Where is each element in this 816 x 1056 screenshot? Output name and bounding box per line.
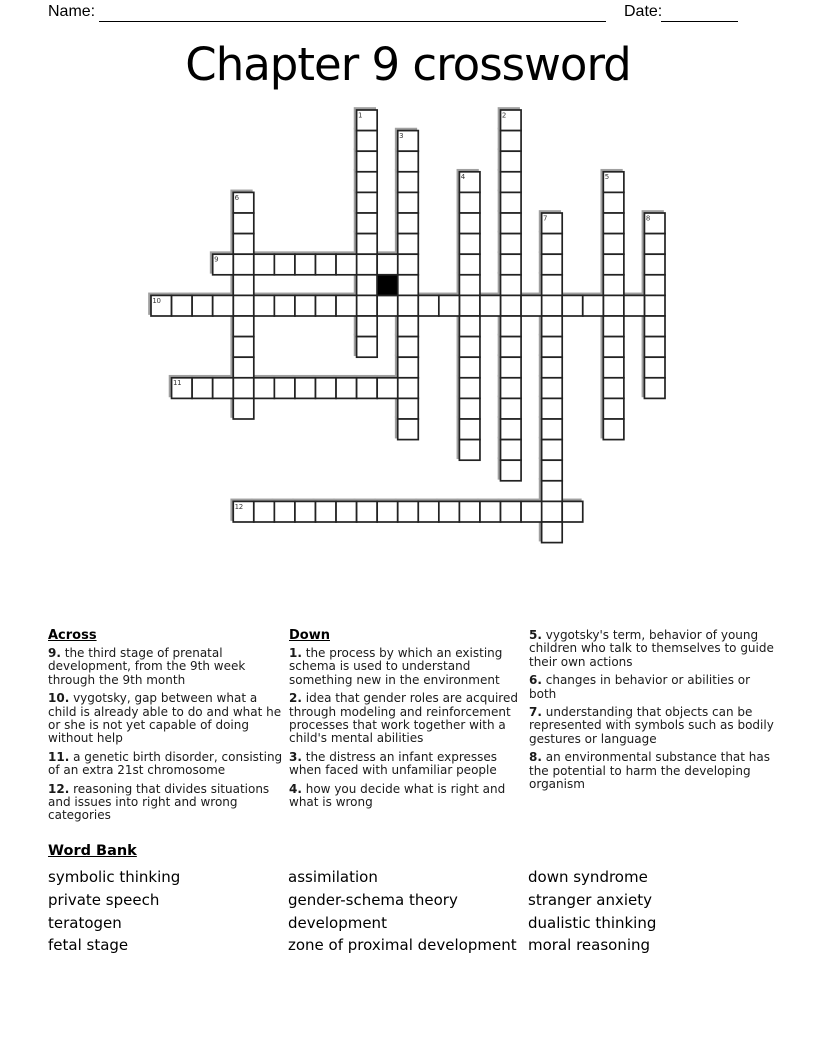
grid-cell[interactable]: [542, 398, 563, 419]
grid-cell[interactable]: [398, 357, 419, 378]
grid-cell[interactable]: [357, 172, 378, 193]
grid-cell[interactable]: [233, 213, 254, 234]
grid-cell[interactable]: [315, 378, 336, 399]
across-clue-list: [48, 647, 288, 823]
grid-cell[interactable]: [542, 440, 563, 461]
grid-cell[interactable]: [603, 337, 624, 358]
grid-cell[interactable]: [624, 295, 645, 316]
grid-cell[interactable]: [398, 316, 419, 337]
grid-cell[interactable]: [644, 295, 665, 316]
grid-cell[interactable]: [398, 254, 419, 275]
grid-cell[interactable]: [398, 275, 419, 296]
grid-cell[interactable]: [501, 378, 522, 399]
grid-cell[interactable]: [603, 398, 624, 419]
grid-cell[interactable]: [172, 295, 193, 316]
clue-8: 8. an environmental substance that has the potential to harm the developing organism: [529, 750, 771, 792]
grid-cell[interactable]: [501, 131, 522, 152]
grid-cell[interactable]: [336, 501, 357, 522]
grid-cell[interactable]: [542, 481, 563, 502]
down-clues-column-1: [289, 629, 529, 814]
grid-cell[interactable]: [398, 192, 419, 213]
grid-cell[interactable]: [459, 398, 480, 419]
date-label: Date:: [624, 3, 663, 20]
grid-cell[interactable]: [459, 337, 480, 358]
grid-cell[interactable]: [439, 295, 460, 316]
grid-cell[interactable]: [357, 131, 378, 152]
grid-cell[interactable]: [603, 234, 624, 255]
word-bank-item: teratogen: [48, 913, 122, 932]
grid-cell[interactable]: [542, 419, 563, 440]
grid-cell[interactable]: [315, 295, 336, 316]
grid-number: 12: [234, 502, 243, 511]
grid-cell[interactable]: [233, 337, 254, 358]
grid-cell[interactable]: [583, 295, 604, 316]
grid-cell[interactable]: [501, 254, 522, 275]
word-bank-item: down syndrome: [528, 868, 648, 886]
grid-cell[interactable]: [480, 501, 501, 522]
across-header: Across: [48, 628, 97, 643]
grid-cell[interactable]: [603, 316, 624, 337]
grid-cell[interactable]: [274, 295, 295, 316]
grid-cell[interactable]: [336, 378, 357, 399]
grid-cell[interactable]: [542, 295, 563, 316]
word-bank-item: private speech: [48, 890, 160, 909]
grid-cell[interactable]: [501, 440, 522, 461]
word-bank-item: symbolic thinking: [48, 868, 181, 886]
grid-cell[interactable]: [542, 234, 563, 255]
grid-black-cell: [377, 275, 398, 296]
grid-cell[interactable]: [501, 460, 522, 481]
grid-cell[interactable]: [357, 378, 378, 399]
word-bank-column-3: [528, 866, 656, 957]
grid-cell[interactable]: [603, 295, 624, 316]
word-bank-item: moral reasoning: [528, 936, 651, 955]
grid-cell[interactable]: [295, 501, 316, 522]
grid-cell[interactable]: [233, 378, 254, 399]
grid-cell[interactable]: [480, 295, 501, 316]
clue-12: 12. reasoning that divides situations and issues into right and wrong categories: [48, 781, 270, 823]
grid-cell[interactable]: [254, 254, 275, 275]
grid-cell[interactable]: [357, 501, 378, 522]
word-bank-item: gender-schema theory: [288, 890, 458, 909]
word-bank-item: dualistic thinking: [528, 913, 657, 932]
grid-cell[interactable]: [274, 378, 295, 399]
grid-cell[interactable]: [336, 295, 357, 316]
grid-cell[interactable]: [644, 275, 665, 296]
grid-cell[interactable]: [233, 357, 254, 378]
grid-cell[interactable]: [501, 501, 522, 522]
name-label: Name:: [48, 3, 96, 20]
grid-cell[interactable]: [357, 234, 378, 255]
grid-cell[interactable]: [459, 213, 480, 234]
grid-cell[interactable]: [418, 295, 439, 316]
grid-cell[interactable]: [542, 501, 563, 522]
grid-cell[interactable]: [357, 316, 378, 337]
grid-cell[interactable]: [603, 357, 624, 378]
word-bank-item: assimilation: [288, 868, 378, 886]
grid-cell[interactable]: [542, 522, 563, 543]
grid-cell[interactable]: [398, 378, 419, 399]
clue-1: 1. the process by which an existing schema is used to understand something new in the environment: [289, 646, 503, 687]
grid-cell[interactable]: [603, 192, 624, 213]
grid-cell[interactable]: [542, 460, 563, 481]
grid-cell[interactable]: [377, 378, 398, 399]
crossword-grid[interactable]: [149, 108, 667, 545]
grid-cell[interactable]: [233, 254, 254, 275]
grid-cell[interactable]: [603, 419, 624, 440]
grid-cell[interactable]: [398, 337, 419, 358]
clue-7: 7. understanding that objects can be represented with symbols such as bodily gestures or language: [529, 705, 774, 746]
grid-cell[interactable]: [644, 316, 665, 337]
grid-cell[interactable]: [398, 501, 419, 522]
word-bank-item: development: [288, 913, 387, 932]
grid-number: 11: [172, 379, 182, 388]
crossword-grid-svg: [149, 108, 667, 545]
grid-cell[interactable]: [603, 254, 624, 275]
grid-number: 3: [399, 131, 404, 140]
grid-cell[interactable]: [315, 254, 336, 275]
grid-cell[interactable]: [603, 213, 624, 234]
grid-cell[interactable]: [213, 378, 234, 399]
clue-11: 11. a genetic birth disorder, consisting of an extra 21st chromosome: [48, 749, 283, 778]
grid-cell[interactable]: [501, 316, 522, 337]
grid-cell[interactable]: [542, 357, 563, 378]
grid-cell[interactable]: [233, 316, 254, 337]
clue-6: 6. changes in behavior or abilities or both: [529, 673, 751, 701]
clue-10: 10. vygotsky, gap between what a child is already able to do and what he or she is not yet capable of doing without help: [48, 691, 282, 746]
grid-cell[interactable]: [459, 419, 480, 440]
grid-number: 6: [234, 193, 239, 202]
grid-cell[interactable]: [501, 172, 522, 193]
across-clues-column: [48, 629, 288, 828]
down-clue-list-1: [289, 647, 529, 809]
grid-cell[interactable]: [501, 357, 522, 378]
down-header: Down: [289, 628, 330, 643]
grid-cell[interactable]: [398, 398, 419, 419]
grid-number: 5: [604, 173, 609, 182]
grid-cell[interactable]: [644, 357, 665, 378]
grid-cell[interactable]: [501, 275, 522, 296]
grid-cell[interactable]: [357, 192, 378, 213]
grid-number: 1: [358, 111, 363, 120]
clue-2: 2. idea that gender roles are acquired through modeling and reinforcement processes that work together with a child's mental abilities: [289, 691, 518, 746]
grid-cell[interactable]: [418, 501, 439, 522]
word-bank-column-2: [288, 866, 517, 957]
grid-number: 10: [152, 296, 161, 305]
grid-cell[interactable]: [644, 337, 665, 358]
grid-cell[interactable]: [315, 501, 336, 522]
grid-cell[interactable]: [357, 275, 378, 296]
grid-cell[interactable]: [233, 275, 254, 296]
grid-cell[interactable]: [521, 295, 542, 316]
date-input-line[interactable]: [661, 4, 738, 22]
word-bank-column-1: [48, 866, 180, 957]
down-clue-list-2: [529, 629, 775, 791]
grid-cell[interactable]: [459, 316, 480, 337]
grid-cell[interactable]: [295, 295, 316, 316]
grid-cell[interactable]: [254, 378, 275, 399]
grid-cell[interactable]: [542, 316, 563, 337]
clue-9: 9. the third stage of prenatal development, from the 9th week through the 9th month: [48, 646, 246, 687]
grid-number: 4: [460, 173, 465, 182]
grid-cell[interactable]: [357, 213, 378, 234]
grid-cell[interactable]: [542, 337, 563, 358]
grid-cell[interactable]: [459, 501, 480, 522]
grid-cell[interactable]: [398, 213, 419, 234]
grid-cell[interactable]: [459, 295, 480, 316]
grid-cell[interactable]: [192, 378, 213, 399]
grid-cell[interactable]: [562, 295, 583, 316]
grid-cell[interactable]: [459, 275, 480, 296]
word-bank-item: zone of proximal development: [288, 936, 517, 955]
grid-cell[interactable]: [398, 151, 419, 172]
grid-cell[interactable]: [459, 440, 480, 461]
grid-cell[interactable]: [501, 234, 522, 255]
grid-cell[interactable]: [459, 234, 480, 255]
grid-cell[interactable]: [521, 501, 542, 522]
grid-cell[interactable]: [501, 151, 522, 172]
grid-cell[interactable]: [377, 295, 398, 316]
grid-cell[interactable]: [459, 378, 480, 399]
grid-cell[interactable]: [192, 295, 213, 316]
grid-cell[interactable]: [603, 378, 624, 399]
grid-cell[interactable]: [377, 254, 398, 275]
grid-cell[interactable]: [254, 295, 275, 316]
grid-cell[interactable]: [562, 501, 583, 522]
grid-number: 9: [214, 255, 219, 264]
grid-cell[interactable]: [501, 295, 522, 316]
grid-cell[interactable]: [644, 234, 665, 255]
clue-5: 5. vygotsky's term, behavior of young children who talk to themselves to guide their own actions: [529, 628, 774, 669]
grid-cell[interactable]: [603, 275, 624, 296]
grid-cell[interactable]: [274, 501, 295, 522]
grid-cell[interactable]: [213, 295, 234, 316]
name-input-line[interactable]: [99, 4, 606, 22]
grid-cell[interactable]: [398, 172, 419, 193]
grid-cell[interactable]: [357, 337, 378, 358]
clue-4: 4. how you decide what is right and what is wrong: [289, 781, 506, 810]
grid-cell[interactable]: [357, 151, 378, 172]
grid-cell[interactable]: [233, 295, 254, 316]
grid-cell[interactable]: [644, 254, 665, 275]
page-title: Chapter 9 crossword: [185, 38, 631, 91]
grid-number: 8: [645, 214, 650, 223]
grid-cell[interactable]: [501, 337, 522, 358]
word-bank-item: fetal stage: [48, 936, 129, 955]
grid-cell[interactable]: [542, 378, 563, 399]
grid-cell[interactable]: [398, 295, 419, 316]
grid-cell[interactable]: [357, 254, 378, 275]
grid-cell[interactable]: [295, 254, 316, 275]
grid-cell[interactable]: [542, 275, 563, 296]
grid-cell[interactable]: [644, 378, 665, 399]
grid-cell[interactable]: [459, 192, 480, 213]
word-bank-header: Word Bank: [48, 843, 137, 859]
grid-cell[interactable]: [439, 501, 460, 522]
grid-cell[interactable]: [501, 419, 522, 440]
word-bank-item: stranger anxiety: [528, 890, 652, 909]
grid-cell[interactable]: [398, 234, 419, 255]
grid-cell[interactable]: [398, 419, 419, 440]
grid-number: 2: [501, 111, 507, 120]
grid-cell[interactable]: [501, 213, 522, 234]
grid-cell[interactable]: [357, 295, 378, 316]
grid-cell[interactable]: [459, 254, 480, 275]
grid-cell[interactable]: [233, 234, 254, 255]
down-clues-column-2: [529, 629, 775, 796]
grid-cell[interactable]: [542, 254, 563, 275]
grid-number: 7: [543, 214, 548, 223]
grid-cell[interactable]: [233, 398, 254, 419]
clue-3: 3. the distress an infant expresses when faced with unfamiliar people: [289, 749, 498, 778]
grid-cell[interactable]: [501, 398, 522, 419]
grid-cell[interactable]: [377, 501, 398, 522]
grid-cell[interactable]: [254, 501, 275, 522]
grid-cell[interactable]: [459, 357, 480, 378]
grid-cell[interactable]: [336, 254, 357, 275]
grid-cell[interactable]: [295, 378, 316, 399]
grid-cell[interactable]: [501, 192, 522, 213]
grid-cell[interactable]: [274, 254, 295, 275]
